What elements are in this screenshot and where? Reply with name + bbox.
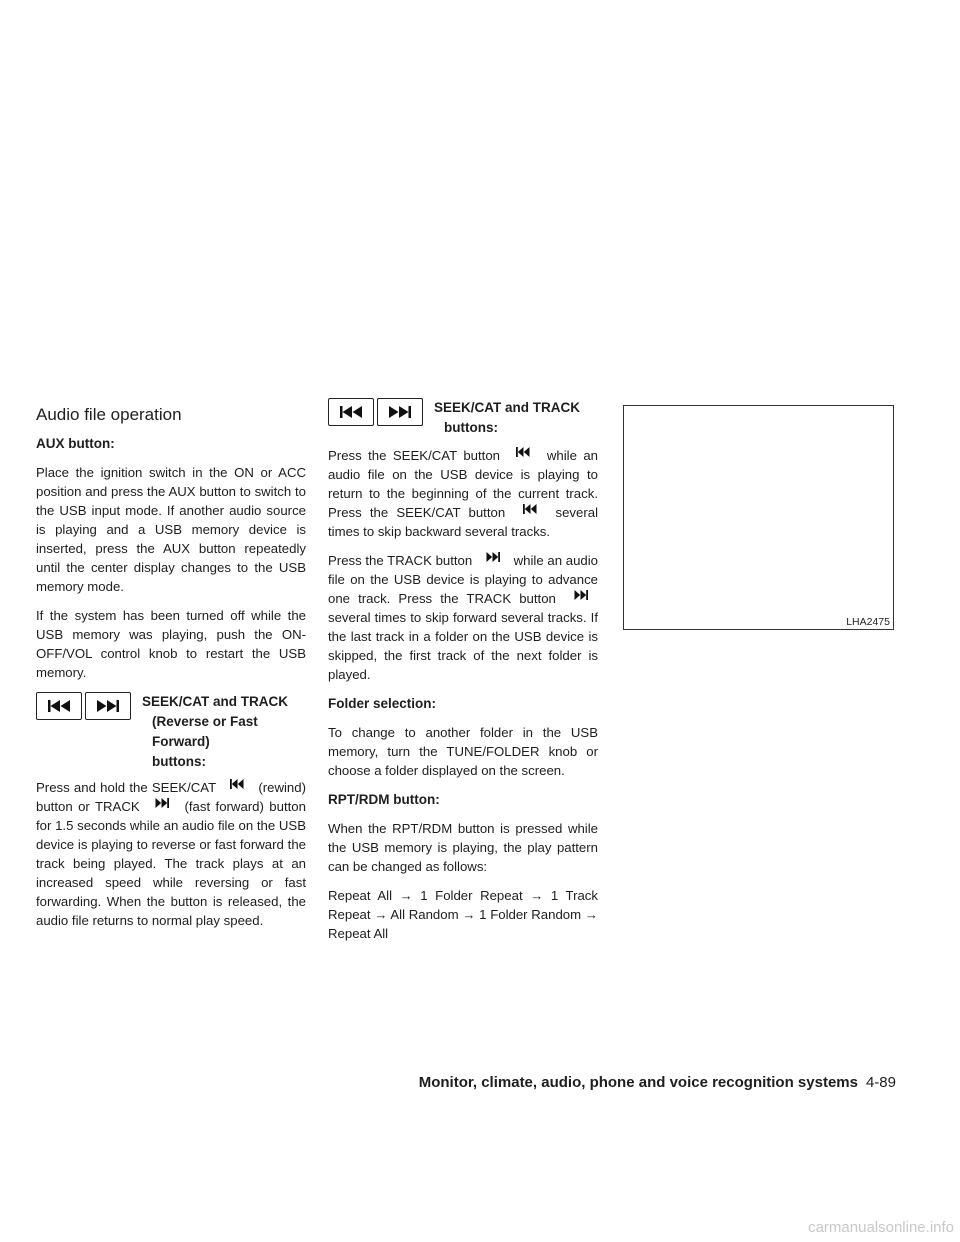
rpt-sequence: Repeat All → 1 Folder Repeat → 1 Track Repeat → All Random → 1 Folder Random → Repeat All <box>328 888 598 941</box>
left-column <box>36 404 306 940</box>
track-key-2 <box>377 398 423 426</box>
figure-frame <box>623 405 894 630</box>
aux-paragraph-1: Place the ignition switch in the ON or ACC position and press the AUX button to switch to the USB input mode. If another audio source is playing and a USB memory device is inserted, press the AUX button repeatedly until the center display changes to the USB memory mode. <box>36 465 306 594</box>
seek-ff-text-1: Press and hold the SEEK/CAT <box>36 780 216 795</box>
seek-ff-label-line2: (Reverse or Fast Forward) <box>152 714 258 749</box>
page-number: 4-89 <box>865 1074 896 1091</box>
seek-track-button-graphic <box>36 692 134 720</box>
seek-cat-key <box>36 692 82 720</box>
fast-forward-icon <box>476 551 510 570</box>
rewind-icon <box>220 778 254 797</box>
seek-track-text-2a: Press the TRACK button <box>328 553 473 568</box>
page-footer <box>419 1074 896 1091</box>
seek-ff-label-line3: buttons: <box>152 754 206 769</box>
fast-forward-icon <box>145 797 179 816</box>
figure-code: LHA2475 <box>846 616 890 628</box>
skip-forward-icon <box>96 700 120 712</box>
seek-track-text-2c: several times to skip forward several tracks. If the last track in a folder on the USB device is skipped, the first track of the next folder is played. <box>328 610 598 682</box>
folder-heading: Folder selection: <box>328 696 437 711</box>
seek-track-label-line2: buttons: <box>444 420 498 435</box>
rpt-paragraph: When the RPT/RDM button is pressed while the USB memory is playing, the play pattern can be changed as follows: <box>328 821 598 874</box>
seek-track-label-line1: SEEK/CAT and TRACK <box>434 400 581 415</box>
section-title: Audio file operation <box>36 405 182 424</box>
skip-forward-icon <box>388 406 412 418</box>
seek-track-text-2b: while an audio file on the USB device is playing to advance one track. Press the TRACK button <box>328 553 599 606</box>
skip-back-icon <box>339 406 363 418</box>
seek-cat-key-2 <box>328 398 374 426</box>
rewind-icon <box>506 446 540 465</box>
seek-track-paragraph-1 <box>328 446 598 541</box>
chapter-title: Monitor, climate, audio, phone and voice recognition systems <box>418 1074 858 1091</box>
seek-track-text-1c: several times to skip backward several tracks. <box>328 505 598 539</box>
seek-ff-text-3: (fast forward) button for 1.5 seconds while an audio file on the USB device is playing to reverse or fast forward the track being played. The track plays at an increased speed while reversing or fast forwarding. When the button is released, the audio file returns to normal play speed. <box>36 799 306 928</box>
seek-track-text-1a: Press the SEEK/CAT button <box>328 448 500 463</box>
seek-track-button-header <box>328 398 598 438</box>
seek-track-paragraph-2 <box>328 551 598 684</box>
seek-track-button-graphic-2 <box>328 398 426 426</box>
rewind-icon <box>513 503 547 522</box>
seek-ff-button-header <box>36 692 306 772</box>
fast-forward-icon <box>564 589 598 608</box>
skip-back-icon <box>47 700 71 712</box>
watermark: carmanualsonline.info <box>808 1218 954 1236</box>
aux-paragraph-2: If the system has been turned off while the USB memory was playing, push the ON-OFF/VOL control knob to restart the USB memory. <box>36 608 306 680</box>
seek-ff-paragraph <box>36 778 306 930</box>
seek-ff-label-line1: SEEK/CAT and TRACK <box>142 694 289 709</box>
middle-column <box>328 398 598 953</box>
aux-heading: AUX button: <box>36 436 115 451</box>
folder-paragraph: To change to another folder in the USB memory, turn the TUNE/FOLDER knob or choose a folder displayed on the screen. <box>328 725 598 778</box>
track-key <box>85 692 131 720</box>
seek-track-label <box>434 398 580 438</box>
seek-ff-label <box>142 692 306 772</box>
seek-ff-text-2: (rewind) button or TRACK <box>36 780 306 814</box>
rpt-heading: RPT/RDM button: <box>328 792 440 807</box>
seek-track-text-1b: while an audio file on the USB device is playing to return to the beginning of the current track. Press the SEEK/CAT button <box>328 448 599 520</box>
